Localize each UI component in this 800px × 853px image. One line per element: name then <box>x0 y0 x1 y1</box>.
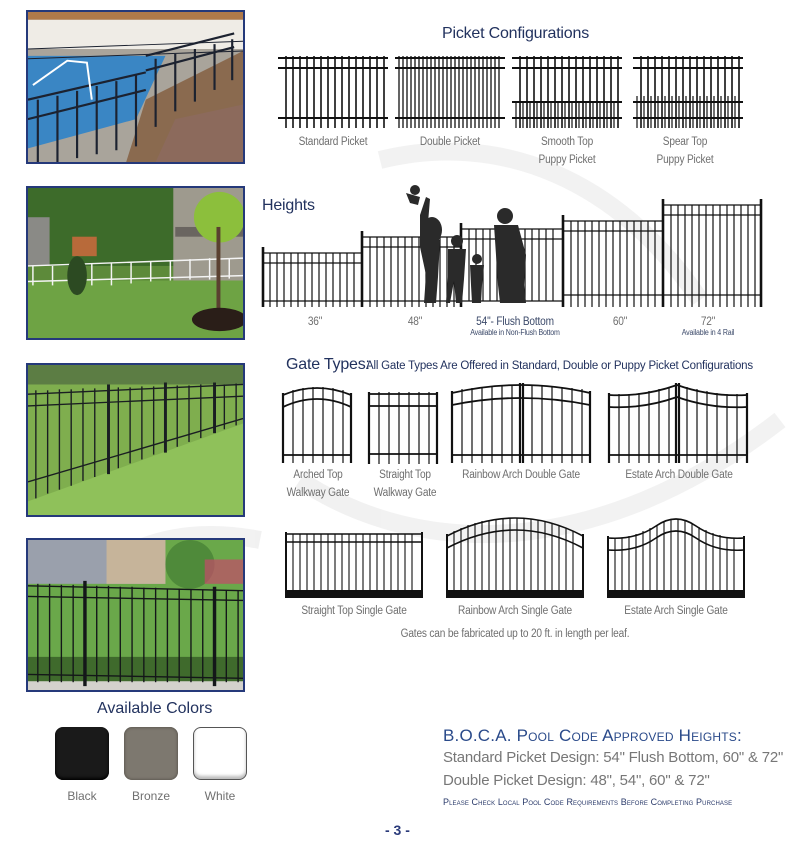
height-36-label: 36" <box>307 316 323 328</box>
gate-length-note: Gates can be fabricated up to 20 ft. in length per leaf. <box>400 628 630 640</box>
photo-pool-fence <box>26 10 245 164</box>
height-54-note: Available in Non-Flush Bottom <box>470 328 560 337</box>
straight-top-single-gate-diagram <box>284 530 424 600</box>
available-colors-title: Available Colors <box>97 700 213 717</box>
heights-title: Heights <box>262 197 315 214</box>
height-72-note: Available in 4 Rail <box>681 328 735 337</box>
spear-top-puppy-picket-diagram <box>633 56 743 132</box>
photo-white-fence-yard <box>26 186 245 340</box>
estate-arch-double-gate-label: Estate Arch Double Gate <box>625 469 733 481</box>
estate-arch-double-gate-diagram <box>607 383 749 465</box>
boca-double-picket-line: Double Picket Design: 48", 54", 60" & 72" <box>443 772 710 789</box>
straight-top-walkway-gate-label-1: Straight Top <box>379 469 431 481</box>
color-label-bronze: Bronze <box>131 789 171 803</box>
standard-picket-label: Standard Picket <box>298 136 368 148</box>
estate-arch-single-gate-label: Estate Arch Single Gate <box>624 605 728 617</box>
rainbow-arch-double-gate-label: Rainbow Arch Double Gate <box>462 469 580 481</box>
arched-top-walkway-gate-diagram <box>281 385 353 465</box>
smooth-top-puppy-picket-label-2: Puppy Picket <box>538 154 596 166</box>
color-swatch-white <box>193 727 247 780</box>
color-label-black: Black <box>67 789 97 803</box>
boca-title: B.O.C.A. Pool Code Approved Heights: <box>443 726 742 745</box>
color-swatch-bronze <box>124 727 178 780</box>
rainbow-arch-single-gate-label: Rainbow Arch Single Gate <box>458 605 572 617</box>
color-swatch-black <box>55 727 109 780</box>
estate-arch-single-gate-diagram <box>606 514 746 600</box>
double-picket-diagram <box>395 56 505 132</box>
straight-top-walkway-gate-label-2: Walkway Gate <box>373 487 437 499</box>
photo-black-fence-slope <box>26 363 245 517</box>
smooth-top-puppy-picket-diagram <box>512 56 622 132</box>
arched-top-walkway-gate-label-2: Walkway Gate <box>286 487 350 499</box>
height-60-label: 60" <box>612 316 628 328</box>
rainbow-arch-single-gate-diagram <box>445 514 585 600</box>
straight-top-walkway-gate-diagram <box>367 392 439 464</box>
gate-types-subtitle: All Gate Types Are Offered in Standard, Double or Puppy Picket Configurations <box>366 360 753 372</box>
height-48-label: 48" <box>407 316 423 328</box>
color-label-white: White <box>204 789 236 803</box>
smooth-top-puppy-picket-label-1: Smooth Top <box>540 136 594 148</box>
rainbow-arch-double-gate-diagram <box>450 383 592 465</box>
arched-top-walkway-gate-label-1: Arched Top <box>293 469 343 481</box>
boca-standard-picket-line: Standard Picket Design: 54" Flush Bottom, 60" & 72" <box>443 749 784 766</box>
straight-top-single-gate-label: Straight Top Single Gate <box>301 605 407 617</box>
heights-fence-diagram <box>260 185 765 310</box>
page-number: - 3 - <box>385 822 410 838</box>
photo-black-fence-house <box>26 538 245 692</box>
height-54-label: 54"- Flush Bottom <box>476 316 554 328</box>
standard-picket-diagram <box>278 56 388 132</box>
spear-top-puppy-picket-label-1: Spear Top <box>662 136 708 148</box>
height-72-label: 72" <box>700 316 716 328</box>
double-picket-label: Double Picket <box>419 136 481 148</box>
gate-types-title: Gate Types: <box>286 356 370 373</box>
spear-top-puppy-picket-label-2: Puppy Picket <box>656 154 714 166</box>
picket-configurations-title: Picket Configurations <box>442 25 589 42</box>
boca-note: Please Check Local Pool Code Requirements Before Completing Purchase <box>443 797 733 807</box>
